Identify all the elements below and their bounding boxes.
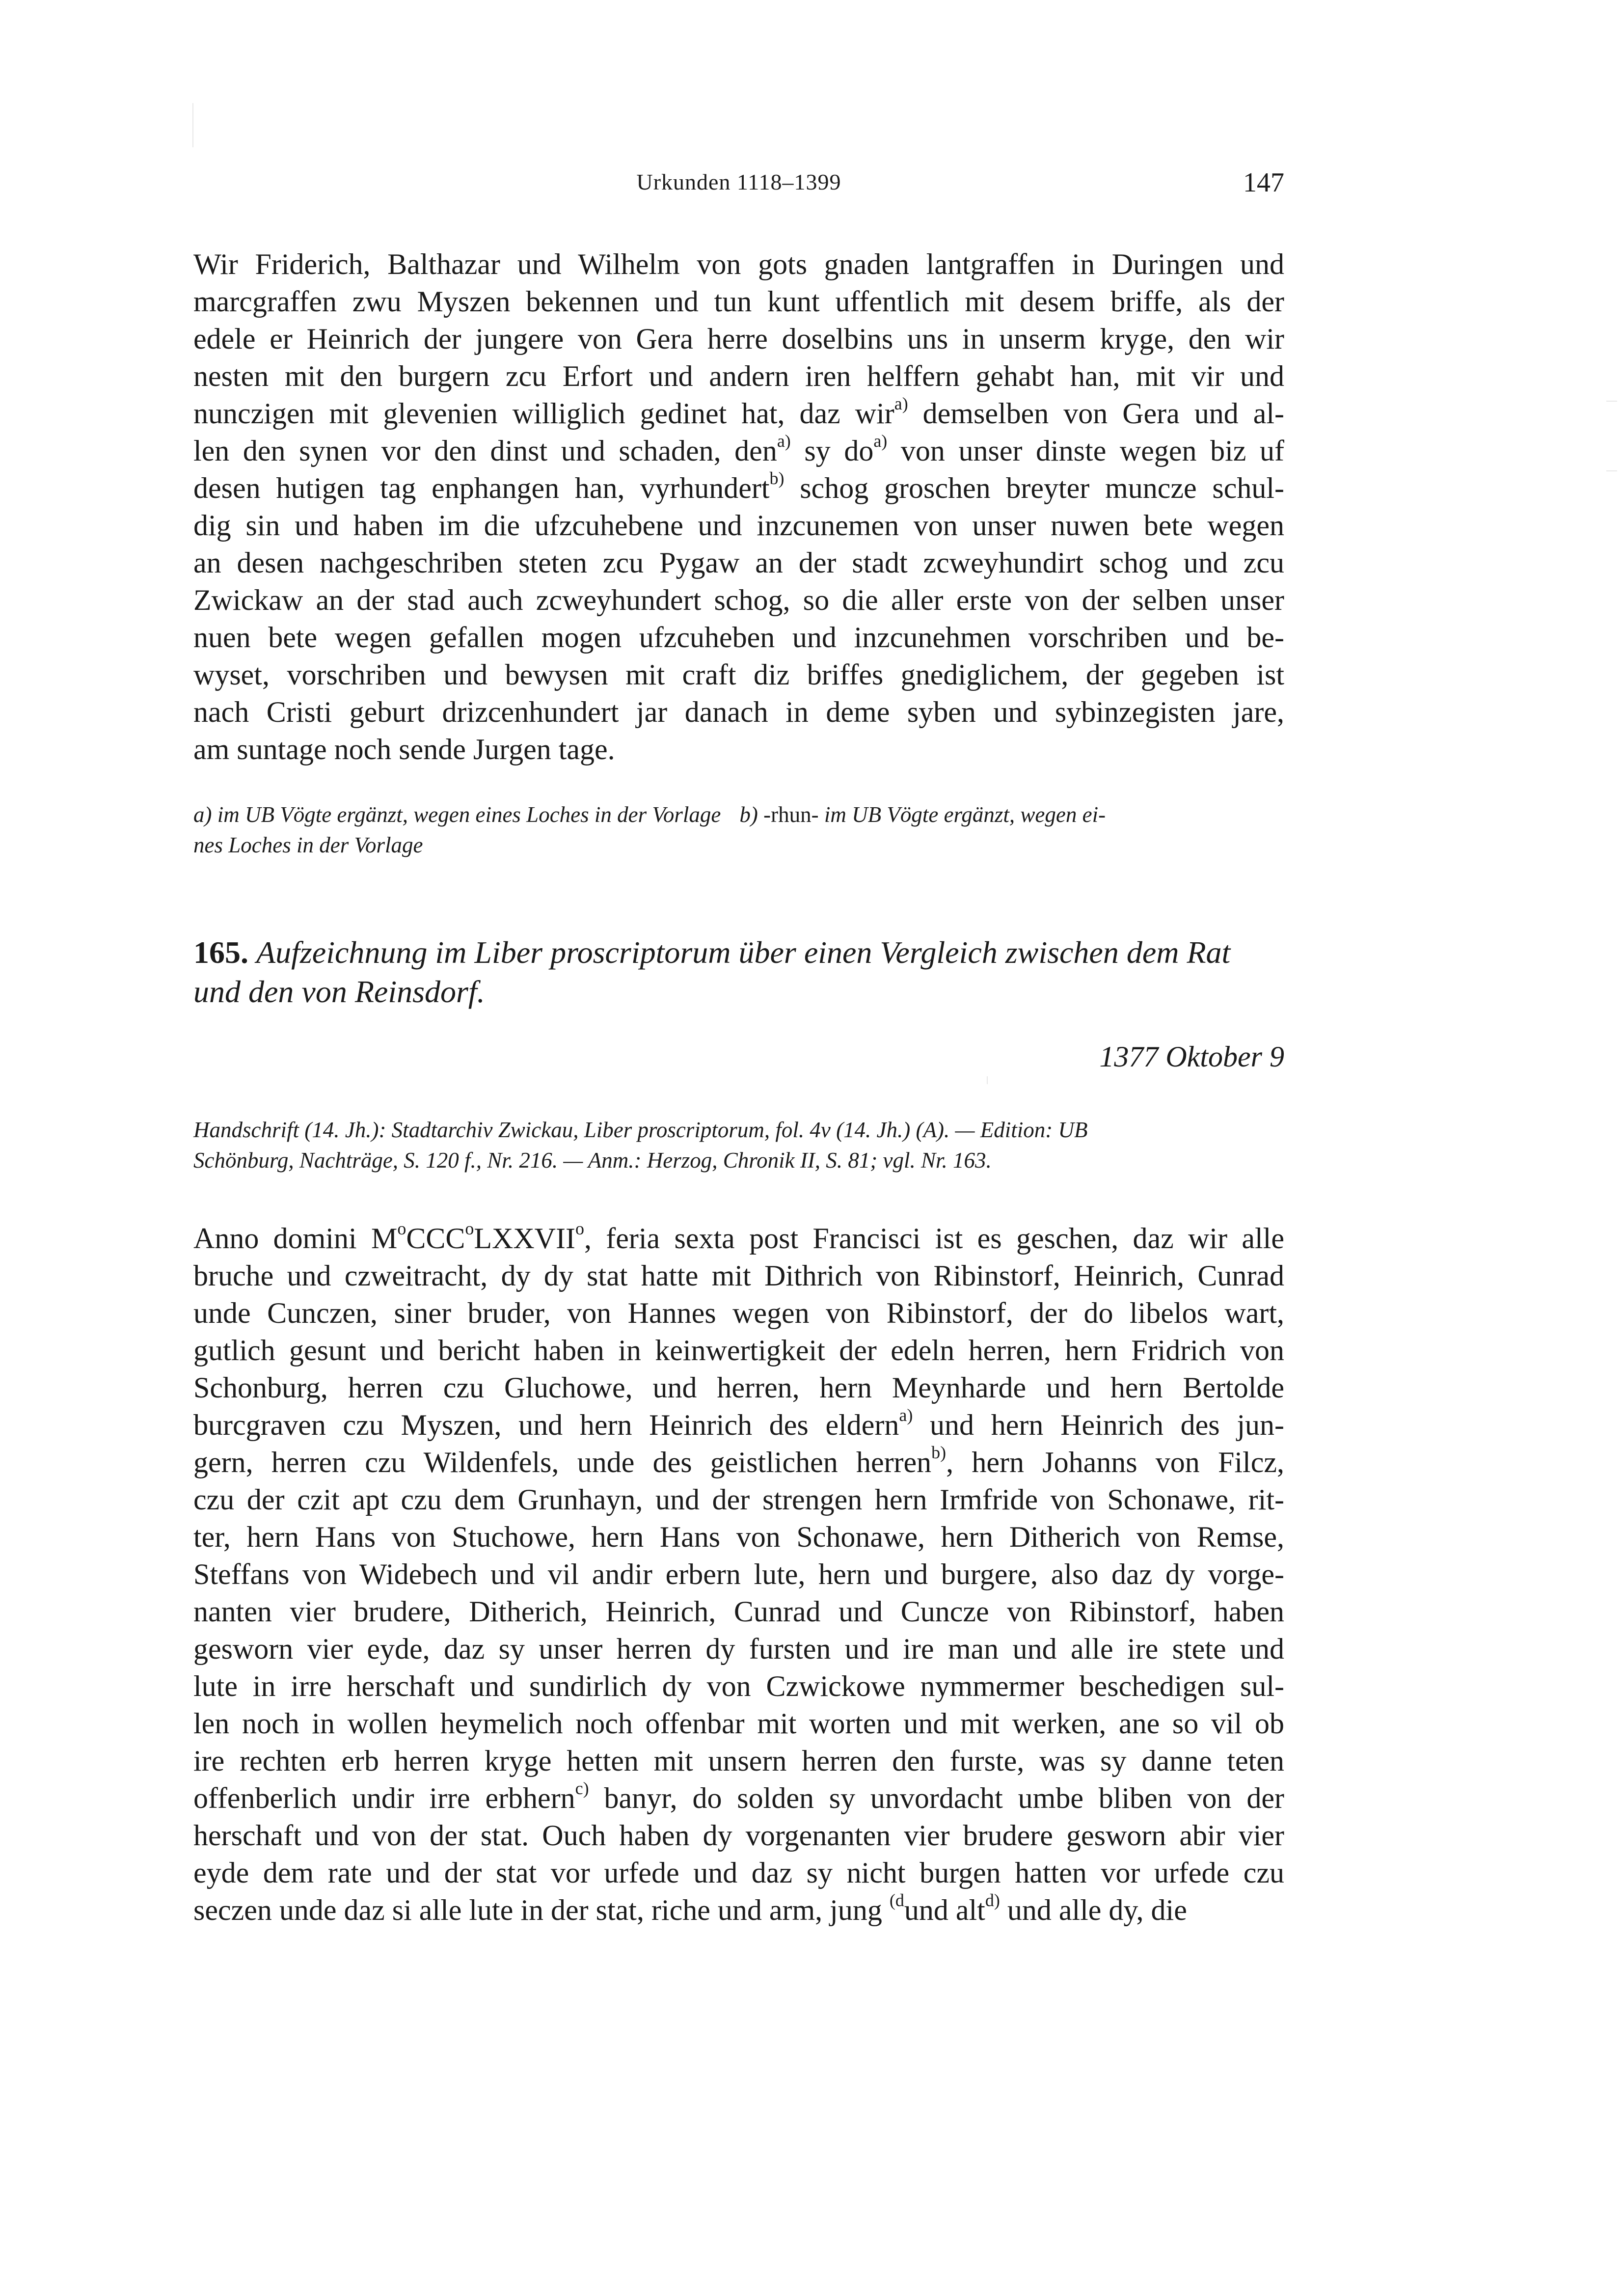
footnote-b-text: im UB Vögte ergänzt, wegen ei- [818, 802, 1106, 827]
text-line: burcgraven czu Myszen, und hern Heinrich des eldern$^{a)}$ und hern Heinrich des jun- [193, 1405, 1285, 1441]
text-line: lute in irre herschaft und sundirlich dy von Czwickowe nymmermer beschedigen sul- [193, 1670, 1284, 1702]
footnotes-charter [193, 799, 1284, 860]
footnote-b-term: -rhun- [763, 802, 819, 827]
text-line: nanten vier brudere, Ditherich, Heinrich, Cunrad und Cuncze von Ribinstorf, haben [193, 1595, 1284, 1628]
footnote-marker: a) [899, 1405, 913, 1425]
footnote-marker: a) [777, 431, 791, 451]
text-line: dig sin und haben im die ufzcuhebene und inzcunemen von unser nuwen bete wegen [193, 509, 1284, 542]
source-note-line: Handschrift (14. Jh.): Stadtarchiv Zwickau, Liber proscriptorum, fol. 4v (14. Jh.) (A). — Edition: UB [193, 1118, 1088, 1142]
text-line: Wir Friderich, Balthazar und Wilhelm von gots gnaden lantgraffen in Duringen und [193, 248, 1284, 280]
source-note-line: Schönburg, Nachträge, S. 120 f., Nr. 216. — Anm.: Herzog, Chronik II, S. 81; vgl. Nr. 163. [193, 1148, 992, 1173]
source-note [193, 1115, 1284, 1175]
scan-mark [1606, 401, 1617, 402]
entry-heading-line [193, 933, 1284, 972]
footnote-marker: (d [889, 1890, 904, 1910]
entry-number: 165. [193, 935, 248, 970]
text-line: Schonburg, herren czu Gluchowe, und herren, hern Meynharde und hern Bertolde [193, 1371, 1284, 1404]
footnote-marker: a) [894, 394, 908, 413]
footnote-marker: a) [873, 431, 888, 451]
footnote-marker: o [575, 1219, 584, 1238]
text-line: ire rechten erb herren kryge hetten mit unsern herren den furste, was sy danne teten [193, 1745, 1284, 1777]
footnote-marker: o [465, 1219, 474, 1238]
text-line: nach Cristi geburt drizcenhundert jar danach in deme syben und sybinzegisten jare, [193, 696, 1284, 728]
text-line: nuen bete wegen gefallen mogen ufzcuheben und inzcunehmen vorschriben und be- [193, 621, 1284, 654]
entry-title-continuation: und den von Reinsdorf. [193, 974, 485, 1009]
scan-mark [192, 103, 193, 147]
text-line: Anno domini $M^oCCC^oLXXVII^o$, feria sexta post Francisci ist es geschen, daz wir alle [193, 1219, 1284, 1255]
document-text-charter [193, 246, 1284, 768]
footnote-marker: d) [985, 1890, 1000, 1910]
text-line: gutlich gesunt und bericht haben in keinwertigkeit der edeln herren, hern Fridrich von [193, 1334, 1284, 1367]
scan-mark [1606, 470, 1617, 471]
text-line: nesten mit den burgern zcu Erfort und andern iren helffern gehabt han, mit vir und [193, 360, 1284, 392]
text-line: Steffans von Widebech und vil andir erbern lute, hern und burgere, also daz dy vorge- [193, 1558, 1284, 1590]
text-line: wyset, vorschriben und bewysen mit craft diz briffes gnediglichem, der gegeben ist [193, 658, 1284, 691]
text-line: desen hutigen tag enphangen han, vyrhundert$^{b)}$ schog groschen breyter muncze schul- [193, 468, 1284, 504]
entry-heading [193, 933, 1284, 1011]
footnote-marker: b) [769, 468, 784, 488]
text-line: gesworn vier eyde, daz sy unser herren dy fursten und ire man und alle ire stete und [193, 1633, 1284, 1665]
text-line: seczen unde daz si alle lute in der stat, riche und arm, jung $^{(d}$und alt$^{d)}$ und alle dy, die [193, 1890, 1187, 1926]
page-header [193, 162, 1284, 206]
footnote-a: a) im UB Vögte ergänzt, wegen eines Loches in der Vorlage [193, 802, 721, 827]
text-line: len den synen vor den dinst und schaden, den$^{a)}$ sy $do^{a)}$ von unser dinste wegen biz uf [193, 431, 1284, 467]
text-line: Zwickaw an der stad auch zcweyhundert schog, so die aller erste von der selben unser [193, 584, 1284, 616]
text-line: edele er Heinrich der jungere von Gera herre doselbins uns in unserm kryge, den wir [193, 323, 1284, 355]
text-line: herschaft und von der stat. Ouch haben dy vorgenanten vier brudere gesworn abir vier [193, 1819, 1284, 1852]
text-line: unde Cunczen, siner bruder, von Hannes wegen von Ribinstorf, der do libelos wart, [193, 1297, 1284, 1329]
footnote-marker: o [397, 1219, 406, 1238]
text-line: len noch in wollen heymelich noch offenbar mit worten und mit werken, ane so vil ob [193, 1707, 1284, 1740]
running-head: Urkunden 1118–1399 [636, 169, 841, 194]
footnote-b-continuation: nes Loches in der Vorlage [193, 833, 423, 857]
text-line: nunczigen mit glevenien williglich gedinet hat, daz wir$^{a)}$ demselben von Gera und al- [193, 394, 1284, 430]
text-line: offenberlich undir irre erbhern$^{c)}$ banyr, do solden sy unvordacht umbe bliben von der [193, 1778, 1284, 1814]
page-number: 147 [1243, 167, 1284, 198]
footnote-line [193, 799, 1284, 830]
footnote-marker: b) [931, 1443, 947, 1462]
entry-date: 1377 Oktober 9 [1099, 1040, 1284, 1073]
text-line: an desen nachgeschriben steten zcu Pygaw an der stadt zcweyhundirt schog und zcu [193, 547, 1284, 579]
text-line: eyde dem rate und der stat vor urfede und daz sy nicht burgen hatten vor urfede czu [193, 1857, 1284, 1889]
entry-title: Aufzeichnung im Liber proscriptorum über einen Vergleich zwischen dem Rat [256, 935, 1231, 970]
footnote-b-label: b) [739, 802, 764, 827]
text-line: ter, hern Hans von Stuchowe, hern Hans von Schonawe, hern Ditherich von Remse, [193, 1521, 1284, 1553]
scan-mark [987, 1076, 988, 1084]
text-line: bruche und czweitracht, dy dy stat hatte mit Dithrich von Ribinstorf, Heinrich, Cunrad [193, 1259, 1284, 1292]
footnote-marker: c) [575, 1778, 589, 1798]
text-line: am suntage noch sende Jurgen tage. [193, 733, 615, 765]
text-line: gern, herren czu Wildenfels, unde des geistlichen herren$^{b)}$, hern Johanns von Filcz, [193, 1443, 1284, 1478]
text-line: marcgraffen zwu Myszen bekennen und tun kunt uffentlich mit desem briffe, als der [193, 285, 1284, 318]
text-line: czu der czit apt czu dem Grunhayn, und der strengen hern Irmfride von Schonawe, rit- [193, 1483, 1284, 1516]
document-text-record [193, 1220, 1284, 1929]
